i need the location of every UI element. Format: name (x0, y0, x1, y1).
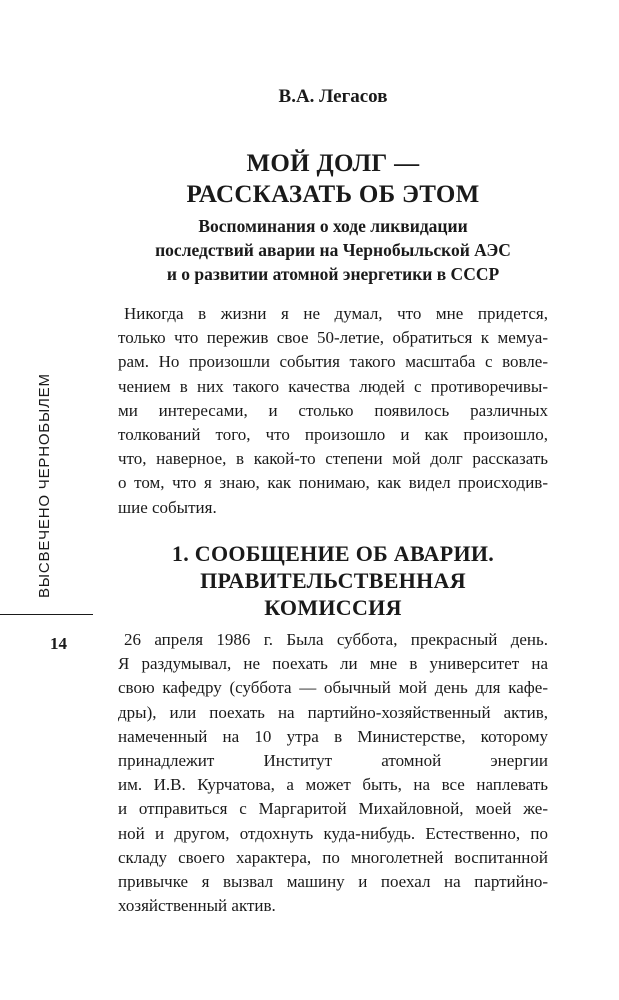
text-line: дры), или поехать на партийно-хозяйственный актив, (118, 702, 548, 722)
text-line: и отправиться с Маргаритой Михайловной, моей же- (118, 799, 548, 819)
text-line: им. И.В. Курчатова, а может быть, на все наплевать (118, 775, 548, 795)
text-line: хозяйственный актив. (118, 896, 276, 916)
text-line: толкований того, что произошло и как произошло, (118, 425, 548, 445)
section-heading (118, 540, 548, 621)
text-line: о том, что я знаю, как понимаю, как видел происходив- (118, 473, 548, 493)
page-number: 14 (50, 634, 67, 653)
text-line (118, 302, 548, 326)
intro-paragraph (118, 302, 548, 520)
text-line: только что пережив свое 50-летие, обратиться к мемуа- (118, 328, 548, 348)
text-line: рам. Но произошли события такого масштаба с вовле- (118, 352, 548, 372)
text-line: ми интересами, и столько появилось различных (118, 400, 548, 420)
text-line: Я раздумывал, не поехать ли мне в университет на (118, 654, 548, 674)
chapter-subtitle-line: последствий аварии на Чернобыльской АЭС (155, 240, 511, 260)
section-heading-line: 1. СООБЩЕНИЕ ОБ АВАРИИ. (171, 541, 495, 566)
side-divider (0, 614, 93, 615)
text-line: чением в них такого качества людей с противоречивы- (118, 376, 548, 396)
text-line: складу своего характера, по многолетней воспитанной (118, 847, 548, 867)
text-line: шие события. (118, 497, 217, 517)
text-line: свою кафедру (суббота — обычный мой день для кафе- (118, 678, 548, 698)
text-line: 26 апреля 1986 г. Была суббота, прекрасный день. (124, 630, 548, 649)
text-line: ной и другом, отдохнуть куда-нибудь. Естественно, по (118, 823, 548, 843)
text-line: принадлежит Институт атомной энергии (118, 751, 548, 771)
chapter-title-line: МОЙ ДОЛГ — (246, 150, 420, 177)
text-line: намеченный на 10 утра в Министерстве, которому (118, 726, 548, 746)
chapter-subtitle-line: и о развитии атомной энергетики в СССР (166, 264, 500, 284)
chapter-title (118, 148, 548, 210)
text-line-content: Никогда в жизни я не думал, что мне придется, (124, 304, 548, 323)
text-line: что, наверное, в какой-то степени мой долг рассказать (118, 449, 548, 469)
text-line: привычке я вызвал машину и поехал на партийно- (118, 872, 548, 892)
chapter-subtitle (118, 214, 548, 286)
chapter-subtitle-line: Воспоминания о ходе ликвидации (198, 216, 468, 236)
section-heading-line: КОМИССИЯ (264, 595, 402, 620)
chapter-title-line: РАССКАЗАТЬ ОБ ЭТОМ (186, 181, 480, 208)
body-paragraph (118, 628, 548, 918)
running-header-vertical: ВЫСВЕЧЕНО ЧЕРНОБЫЛЕМ (36, 373, 53, 598)
section-heading-line: ПРАВИТЕЛЬСТВЕННАЯ (200, 568, 466, 593)
author-name: В.А. Легасов (278, 86, 388, 107)
